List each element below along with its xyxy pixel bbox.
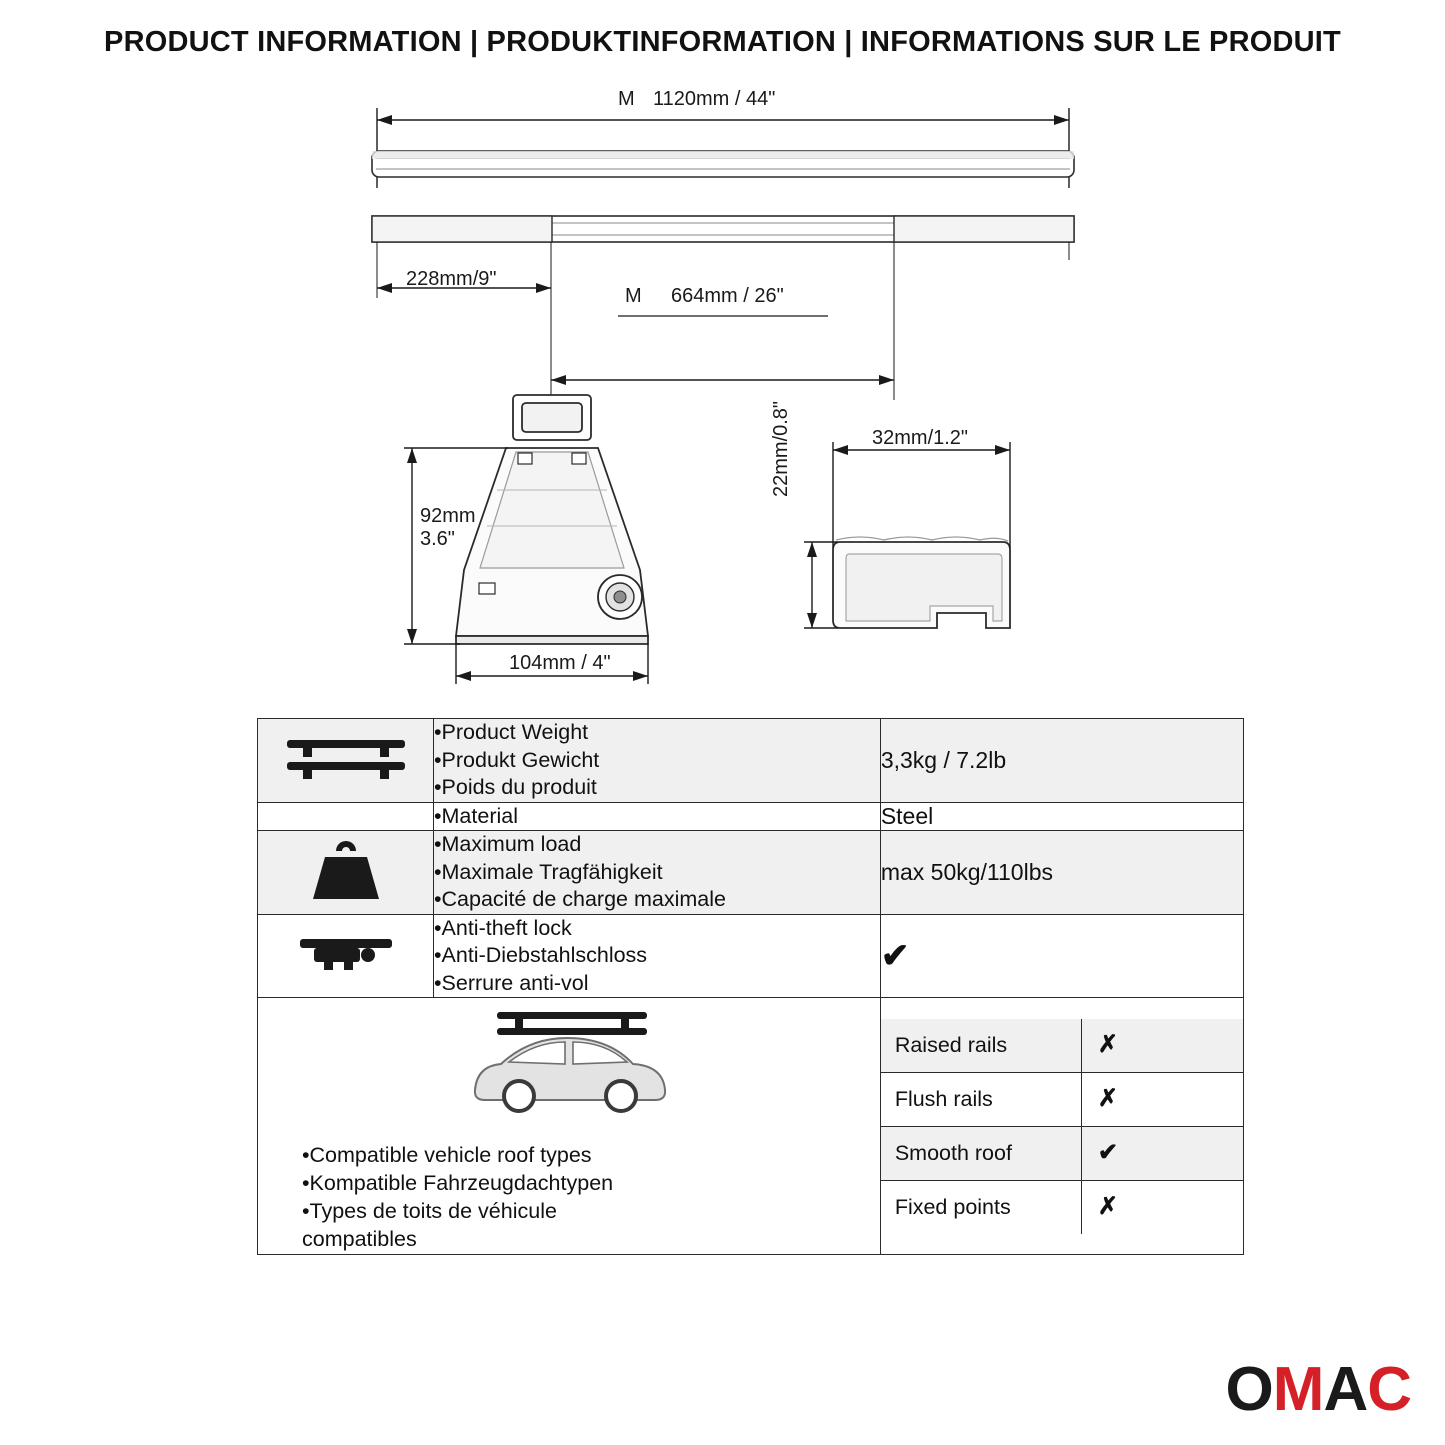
page-title: PRODUCT INFORMATION | PRODUKTINFORMATION | INFORMATIONS SUR LE PRODUIT (104, 26, 1341, 58)
check-mark: ✔ (880, 936, 910, 975)
roof-type-row (881, 1019, 1243, 1073)
label-line: compatibles (302, 1226, 417, 1251)
roof-type-mark: ✗ (1081, 1019, 1243, 1073)
label-line: •Serrure anti-vol (434, 970, 589, 995)
specification-table (257, 718, 1244, 1255)
foot-width-value: 104mm / 4" (509, 652, 611, 674)
bar-length-value: 1120mm / 44" (653, 88, 776, 110)
roof-type-mark: ✔ (1081, 1126, 1243, 1180)
logo-letter-o: O (1225, 1355, 1273, 1424)
car-with-rack-icon (449, 1004, 689, 1114)
label-line: •Maximum load (434, 832, 582, 857)
row-label-weight (434, 719, 881, 803)
lock-icon (258, 914, 434, 998)
roof-type-mark: ✗ (1081, 1180, 1243, 1234)
table-row (258, 802, 1244, 831)
dimension-drawing (0, 70, 1445, 770)
foot-front-view (456, 395, 648, 644)
roof-type-name: Flush rails (881, 1072, 1082, 1126)
foot-height-inch: 3.6" (420, 528, 455, 550)
roof-type-name: Fixed points (881, 1180, 1082, 1234)
roof-type-name: Raised rails (881, 1019, 1082, 1073)
label-line: •Capacité de charge maximale (434, 887, 726, 912)
row-label-maxload (434, 831, 881, 915)
roof-type-name: Smooth roof (881, 1126, 1082, 1180)
logo-letter-c: C (1367, 1355, 1411, 1424)
label-line: •Compatible vehicle roof types (302, 1143, 592, 1168)
row-value-lock (880, 914, 1243, 998)
foot-height-value: 92mm (420, 505, 476, 527)
crossbar-plan-view (372, 216, 1074, 242)
logo-letter-m: M (1272, 1355, 1324, 1424)
table-row (258, 831, 1244, 915)
profile-height-value: 22mm/0.8" (770, 400, 792, 497)
bar-length-label: M (618, 88, 635, 110)
bar-spacing-value: 664mm / 26" (671, 285, 784, 307)
label-line: •Poids du produit (434, 775, 597, 800)
label-line: •Maximale Tragfähigkeit (434, 859, 663, 884)
crossbar-top-view (372, 151, 1074, 177)
roof-type-mark: ✗ (1081, 1072, 1243, 1126)
profile-width-value: 32mm/1.2" (872, 427, 969, 449)
roof-types-matrix (880, 998, 1243, 1255)
omac-logo (1225, 1355, 1411, 1424)
label-line: •Anti-theft lock (434, 915, 572, 940)
row-value-maxload: max 50kg/110lbs (880, 831, 1243, 915)
weight-icon (258, 831, 434, 915)
material-icon-placeholder (258, 802, 434, 831)
bar-cross-section (833, 537, 1010, 628)
label-line: •Produkt Gewicht (434, 747, 600, 772)
roof-type-row (881, 1180, 1243, 1234)
label-line: •Material (434, 803, 518, 828)
roof-type-row (881, 1126, 1243, 1180)
roof-type-row (881, 1072, 1243, 1126)
table-row (258, 719, 1244, 803)
label-line: •Product Weight (434, 720, 589, 744)
logo-letter-a: A (1323, 1355, 1368, 1424)
row-label-material (434, 802, 881, 831)
table-row (258, 914, 1244, 998)
row-value-material: Steel (880, 802, 1243, 831)
row-value-weight: 3,3kg / 7.2lb (880, 719, 1243, 803)
label-line: •Anti-Diebstahlschloss (434, 943, 648, 968)
roof-types-label-cell (258, 998, 881, 1255)
roof-bars-icon (258, 719, 434, 803)
label-line: •Types de toits de véhicule (302, 1199, 557, 1224)
profile-width-dimension (833, 442, 1010, 548)
table-row-roof-types (258, 998, 1244, 1255)
row-label-lock (434, 914, 881, 998)
label-line: •Kompatible Fahrzeugdachtypen (302, 1171, 614, 1196)
end-offset-value: 228mm/9" (406, 268, 497, 290)
bar-spacing-label: M (625, 285, 642, 307)
